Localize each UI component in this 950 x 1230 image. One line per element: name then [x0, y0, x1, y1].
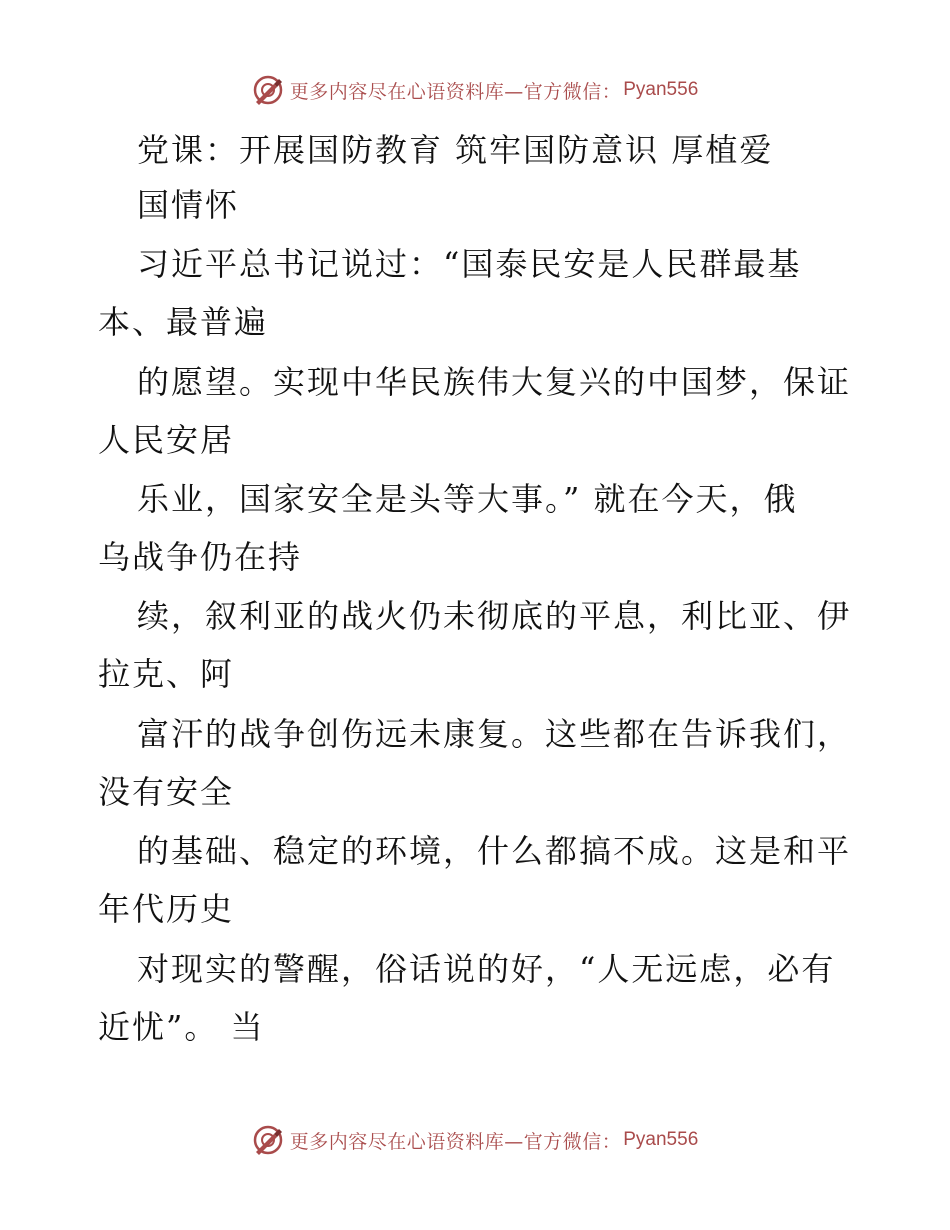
- header-banner: [0, 70, 950, 110]
- text-line-1: 党课：开展国防教育 筑牢国防意识 厚植爱: [137, 131, 774, 169]
- text-line-16: 近忧”。 当: [98, 1008, 265, 1046]
- wechat-handle: Pyan556: [623, 1129, 699, 1150]
- text-line-5: 的愿望。实现中华民族伟大复兴的中国梦，保证: [137, 363, 852, 401]
- text-line-12: 没有安全: [98, 773, 235, 811]
- text-line-15: 对现实的警醒，俗话说的好，“人无远虑，必有: [137, 950, 836, 988]
- banner-text: 更多内容尽在心语资料库—官方微信：: [289, 1130, 622, 1153]
- text-line-7: 乐业，国家安全是头等大事。” 就在今天，俄: [137, 480, 798, 518]
- text-line-2: 国情怀: [137, 186, 240, 224]
- wechat-handle: Pyan556: [623, 79, 699, 100]
- text-line-9: 续，叙利亚的战火仍未彻底的平息，利比亚、伊: [137, 597, 852, 635]
- banner-text: 更多内容尽在心语资料库—官方微信：: [289, 80, 622, 103]
- text-line-8: 乌战争仍在持: [98, 538, 303, 576]
- pen-logo-icon: [252, 1124, 284, 1156]
- text-line-6: 人民安居: [98, 421, 235, 459]
- footer-banner: [0, 1120, 950, 1160]
- pen-logo-icon: [252, 74, 284, 106]
- text-line-10: 拉克、阿: [98, 655, 235, 693]
- text-line-4: 本、最普遍: [98, 303, 269, 341]
- text-line-13: 的基础、稳定的环境，什么都搞不成。这是和平: [137, 832, 852, 870]
- text-line-14: 年代历史: [98, 890, 235, 928]
- text-line-11: 富汗的战争创伤远未康复。这些都在告诉我们，: [137, 715, 852, 753]
- text-line-3: 习近平总书记说过：“国泰民安是人民群最基: [137, 245, 802, 283]
